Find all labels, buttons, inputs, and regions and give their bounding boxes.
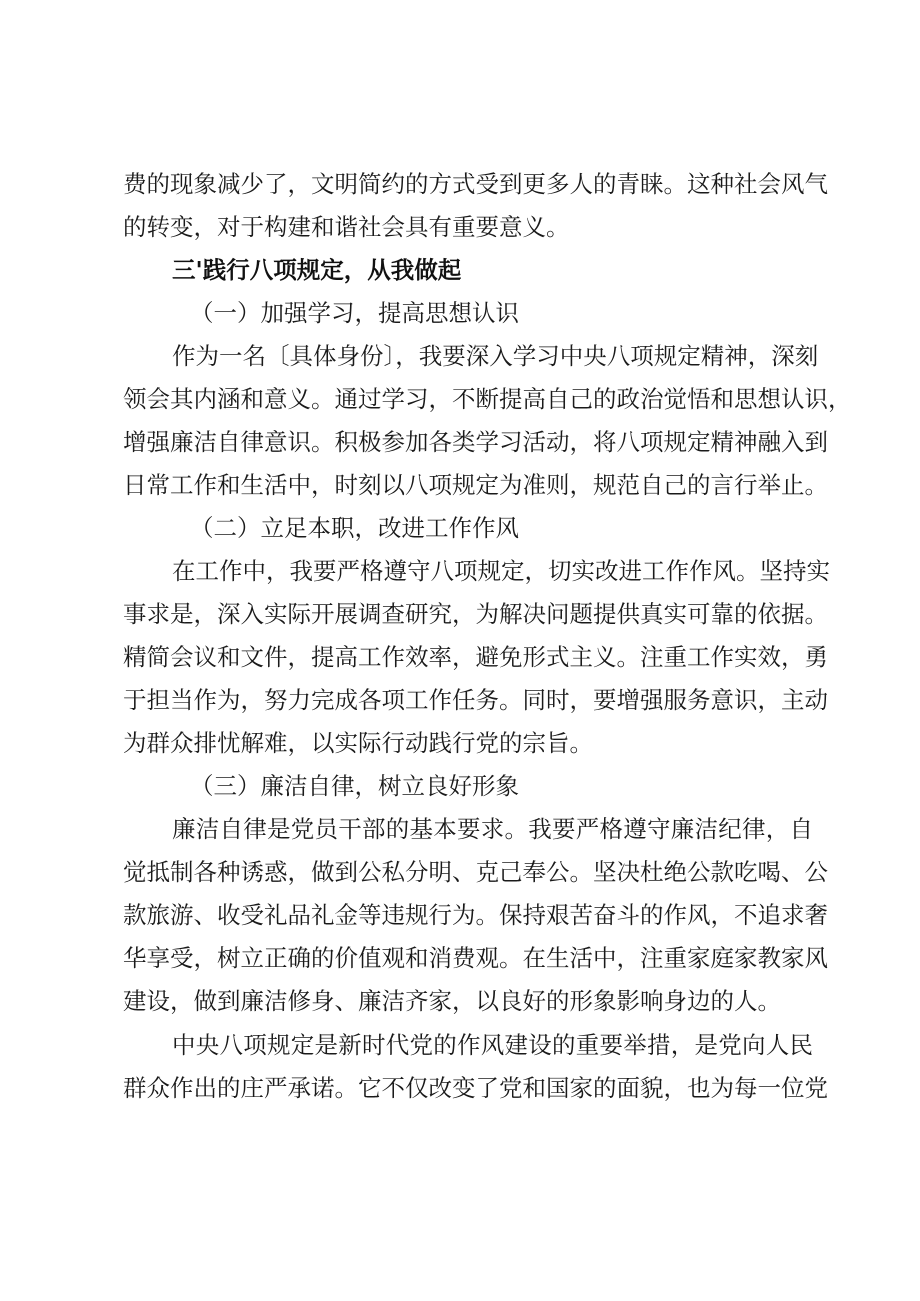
paragraph-line: 廉洁自律是党员干部的基本要求。我要严格遵守廉洁纪律，自 <box>172 815 813 843</box>
paragraph-line: 精简会议和文件，提高工作效率，避免形式主义。注重工作实效，勇 <box>123 643 828 671</box>
paragraph-line: 于担当作为，努力完成各项工作任务。同时，要增强服务意识，主动 <box>123 686 828 714</box>
intro-line-2: 的转变，对于构建和谐社会具有重要意义。 <box>123 213 570 241</box>
section-heading-3: 三'践行八项规定，从我做起 <box>172 256 462 284</box>
paragraph-line: 中央八项规定是新时代党的作风建设的重要举措，是党向人民 <box>172 1031 813 1059</box>
subsection-heading-2: （二）立足本职，改进工作作风 <box>190 514 519 542</box>
paragraph-line: 事求是，深入实际开展调查研究，为解决问题提供真实可靠的依据。 <box>123 600 828 628</box>
subsection-heading-1: （一）加强学习，提高思想认识 <box>190 299 519 327</box>
subsection-heading-3: （三）廉洁自律，树立良好形象 <box>190 772 519 800</box>
paragraph-line: 觉抵制各种诱惑，做到公私分明、克己奉公。坚决杜绝公款吃喝、公 <box>123 858 828 886</box>
paragraph-line: 日常工作和生活中，时刻以八项规定为准则，规范自己的言行举止。 <box>123 471 828 499</box>
paragraph-line: 建设，做到廉洁修身、廉洁齐家，以良好的形象影响身边的人。 <box>123 987 781 1015</box>
paragraph-line: 在工作中，我要严格遵守八项规定，切实改进工作作风。坚持实 <box>172 557 830 585</box>
paragraph-line: 款旅游、收受礼品礼金等违规行为。保持艰苦奋斗的作风，不追求奢 <box>123 901 828 929</box>
paragraph-line: 为群众排忧解难，以实际行动践行党的宗旨。 <box>123 729 593 757</box>
paragraph-line: 群众作出的庄严承诺。它不仅改变了党和国家的面貌，也为每一位党 <box>123 1074 828 1102</box>
paragraph-line: 华享受，树立正确的价值观和消费观。在生活中，注重家庭家教家风 <box>123 944 828 972</box>
paragraph-line: 作为一名〔具体身份〕，我要深入学习中央八项规定精神，深刻 <box>172 342 819 370</box>
paragraph-line: 领会其内涵和意义。通过学习，不断提高自己的政治觉悟和思想认识， <box>123 385 852 413</box>
paragraph-line: 增强廉洁自律意识。积极参加各类学习活动，将八项规定精神融入到 <box>123 428 828 456</box>
intro-line-1: 费的现象减少了，文明简约的方式受到更多人的青睐。这种社会风气 <box>123 170 828 198</box>
